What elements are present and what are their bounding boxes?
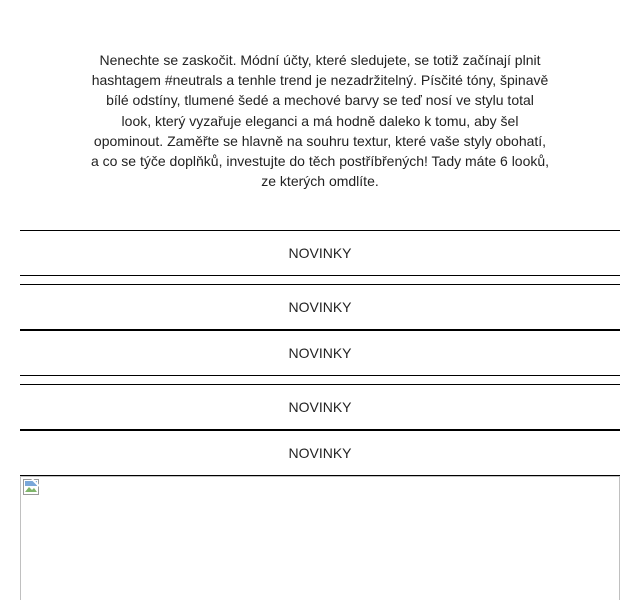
novinky-link[interactable]	[20, 230, 620, 276]
novinky-label: NOVINKY	[288, 345, 352, 361]
intro-line: look, který vyzařuje eleganci a má hodně daleko k tomu, aby šel	[121, 112, 519, 129]
novinky-label: NOVINKY	[288, 245, 352, 261]
broken-image-icon	[23, 479, 39, 495]
intro-line: opominout. Zaměřte se hlavně na souhru textur, které vaše styly obohatí,	[93, 132, 547, 149]
intro-line: Nenechte se zaskočit. Módní účty, které sledujete, se totiž začínají plnit	[99, 52, 541, 68]
article-image	[20, 476, 620, 600]
novinky-link[interactable]	[20, 430, 620, 476]
intro-line: ze kterých omdlíte.	[261, 173, 379, 190]
intro-line: hashtagem #neutrals a tenhle trend je nezadržitelný. Písčité tóny, špinavě	[91, 72, 549, 89]
novinky-label: NOVINKY	[288, 445, 352, 461]
novinky-link[interactable]	[20, 384, 620, 430]
intro-paragraph	[90, 50, 550, 191]
intro-line: bílé odstíny, tlumené šedé a mechové barvy se teď nosí ve stylu total	[106, 92, 534, 109]
novinky-link[interactable]	[20, 330, 620, 376]
intro-line: a co se týče doplňků, investujte do těch postříbřených! Tady máte 6 looků,	[90, 153, 550, 170]
novinky-link[interactable]	[20, 284, 620, 330]
novinky-label: NOVINKY	[288, 299, 352, 315]
novinky-label: NOVINKY	[288, 399, 352, 415]
